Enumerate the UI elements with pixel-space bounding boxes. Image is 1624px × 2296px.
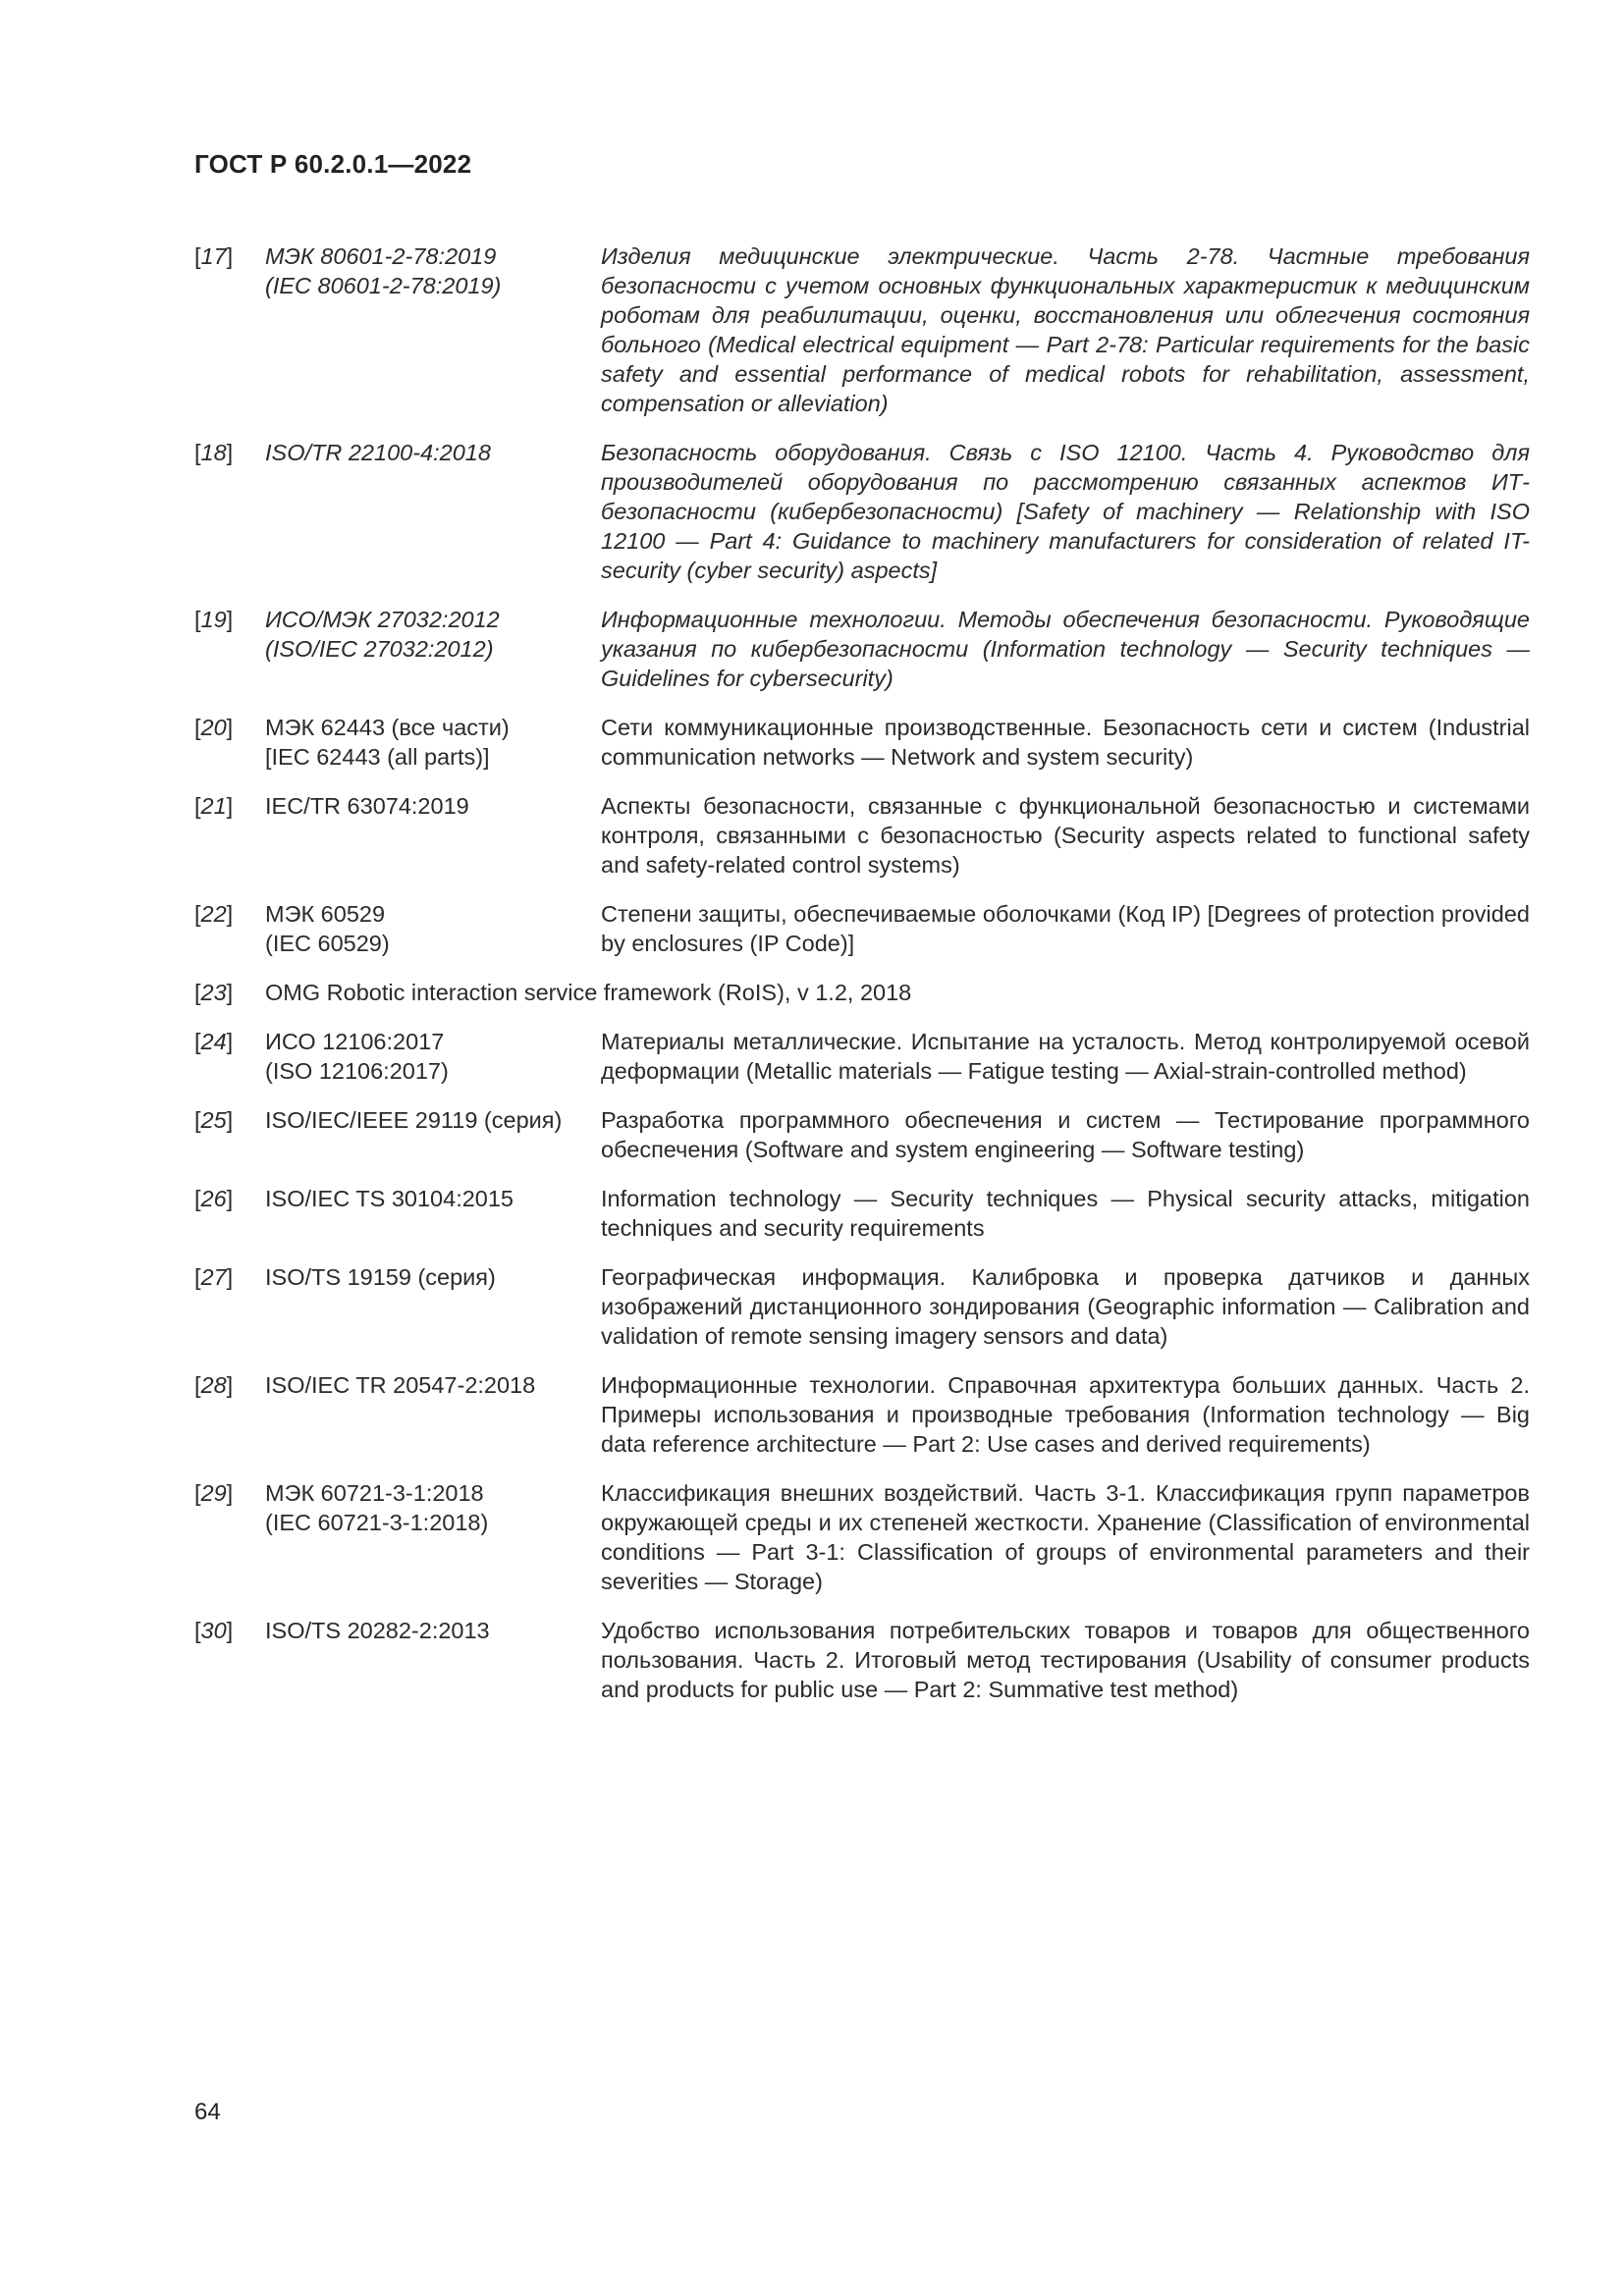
reference-number: [18] — [194, 440, 234, 465]
reference-code: ISO/TS 20282-2:2013 — [265, 1618, 490, 1643]
reference-title: Аспекты безопасности, связанные с функциональной безопасностью и системами контроля, связанными с безопасностью (Security aspects related to functional safety and safety-related control systems) — [601, 793, 1530, 878]
reference-item — [194, 978, 1530, 1007]
reference-code: ИСО/МЭК 27032:2012 (ISO/IEC 27032:2012) — [265, 607, 500, 662]
reference-number: [22] — [194, 901, 234, 927]
reference-item — [194, 241, 1530, 418]
reference-number: [29] — [194, 1480, 234, 1506]
reference-number: [28] — [194, 1372, 234, 1398]
reference-code: IEC/TR 63074:2019 — [265, 793, 469, 819]
reference-number: [20] — [194, 715, 234, 740]
reference-title: Разработка программного обеспечения и систем — Тестирование программного обеспечения (Software and system engineering — Software testing) — [601, 1107, 1530, 1162]
reference-item — [194, 1184, 1530, 1243]
reference-code: МЭК 60529 (IEC 60529) — [265, 901, 390, 956]
reference-code: ISO/IEC TR 20547-2:2018 — [265, 1372, 536, 1398]
reference-title: Удобство использования потребительских товаров и товаров для общественного пользования. Часть 2. Итоговый метод тестирования (Usability of consumer products and products for public use — Part 2: Summative test method) — [601, 1618, 1530, 1702]
reference-item — [194, 713, 1530, 772]
page-number: 64 — [194, 2099, 221, 2125]
reference-code: МЭК 62443 (все части) [IEC 62443 (all parts)] — [265, 715, 510, 770]
reference-title: Безопасность оборудования. Связь с ISO 12100. Часть 4. Руководство для производителей оборудования по рассмотрению связанных аспектов ИТ-безопасности (кибербезопасности) [Safety of machinery — Relationship with ISO 12100 — Part 4: Guidance to machinery manufacturers for consideration of related IT-security (cyber security) aspects] — [601, 440, 1530, 583]
reference-number: [23] — [194, 980, 234, 1005]
reference-number: [19] — [194, 607, 234, 632]
reference-number: [25] — [194, 1107, 234, 1133]
reference-item — [194, 1370, 1530, 1459]
reference-code: МЭК 60721-3-1:2018 (IEC 60721-3-1:2018) — [265, 1480, 489, 1535]
reference-number: [24] — [194, 1029, 234, 1054]
reference-title: Материалы металлические. Испытание на усталость. Метод контролируемой осевой деформации (Metallic materials — Fatigue testing — Axial-strain-controlled method) — [601, 1029, 1530, 1084]
reference-item — [194, 899, 1530, 958]
reference-item — [194, 1262, 1530, 1351]
reference-number: [26] — [194, 1186, 234, 1211]
reference-title: Классификация внешних воздействий. Часть 3-1. Классификация групп параметров окружающей среды и их степеней жесткости. Хранение (Classification of environmental conditions — Part 3-1: Classification of groups of environmental parameters and their severities — Storage) — [601, 1480, 1530, 1594]
reference-number: [27] — [194, 1264, 234, 1290]
bibliography-list — [194, 241, 1530, 1724]
reference-code: ISO/IEC/IEEE 29119 (серия) — [265, 1107, 563, 1133]
reference-title: Информационные технологии. Методы обеспечения безопасности. Руководящие указания по кибербезопасности (Information technology — Security techniques — Guidelines for cybersecurity) — [601, 607, 1530, 691]
reference-item — [194, 791, 1530, 880]
reference-item — [194, 438, 1530, 585]
reference-title: Степени защиты, обеспечиваемые оболочками (Код IP) [Degrees of protection provided by enclosures (IP Code)] — [601, 901, 1530, 956]
reference-title: Information technology — Security techniques — Physical security attacks, mitigation techniques and security requirements — [601, 1186, 1530, 1241]
reference-code: ISO/IEC TS 30104:2015 — [265, 1186, 514, 1211]
reference-code: ИСО 12106:2017 (ISO 12106:2017) — [265, 1029, 449, 1084]
reference-code: ISO/TS 19159 (серия) — [265, 1264, 496, 1290]
reference-code: МЭК 80601-2-78:2019 (IEC 80601-2-78:2019) — [265, 243, 502, 298]
reference-number: [17] — [194, 243, 234, 269]
reference-number: [30] — [194, 1618, 234, 1643]
reference-item — [194, 1105, 1530, 1164]
reference-code: ISO/TR 22100-4:2018 — [265, 440, 491, 465]
reference-item — [194, 1478, 1530, 1596]
reference-title: Географическая информация. Калибровка и проверка датчиков и данных изображений дистанционного зондирования (Geographic information — Calibration and validation of remote sensing imagery sensors and data) — [601, 1264, 1530, 1349]
reference-item — [194, 605, 1530, 693]
reference-item — [194, 1027, 1530, 1086]
reference-title: Изделия медицинские электрические. Часть 2-78. Частные требования безопасности с учетом основных функциональных характеристик к медицинским роботам для реабилитации, оценки, восстановления или облегчения состояния больного (Medical electrical equipment — Part 2-78: Particular requirements for the basic safety and essential performance of medical robots for rehabilitation, assessment, compensation or alleviation) — [601, 243, 1530, 416]
reference-title: Сети коммуникационные производственные. Безопасность сети и систем (Industrial communication networks — Network and system security) — [601, 715, 1530, 770]
reference-title: Информационные технологии. Справочная архитектура больших данных. Часть 2. Примеры использования и производные требования (Information technology — Big data reference architecture — Part 2: Use cases and derived requirements) — [601, 1372, 1530, 1457]
reference-number: [21] — [194, 793, 234, 819]
reference-item — [194, 1616, 1530, 1704]
reference-code: OMG Robotic interaction service framework (RoIS), v 1.2, 2018 — [265, 980, 912, 1005]
document-header: ГОСТ Р 60.2.0.1—2022 — [194, 149, 472, 179]
